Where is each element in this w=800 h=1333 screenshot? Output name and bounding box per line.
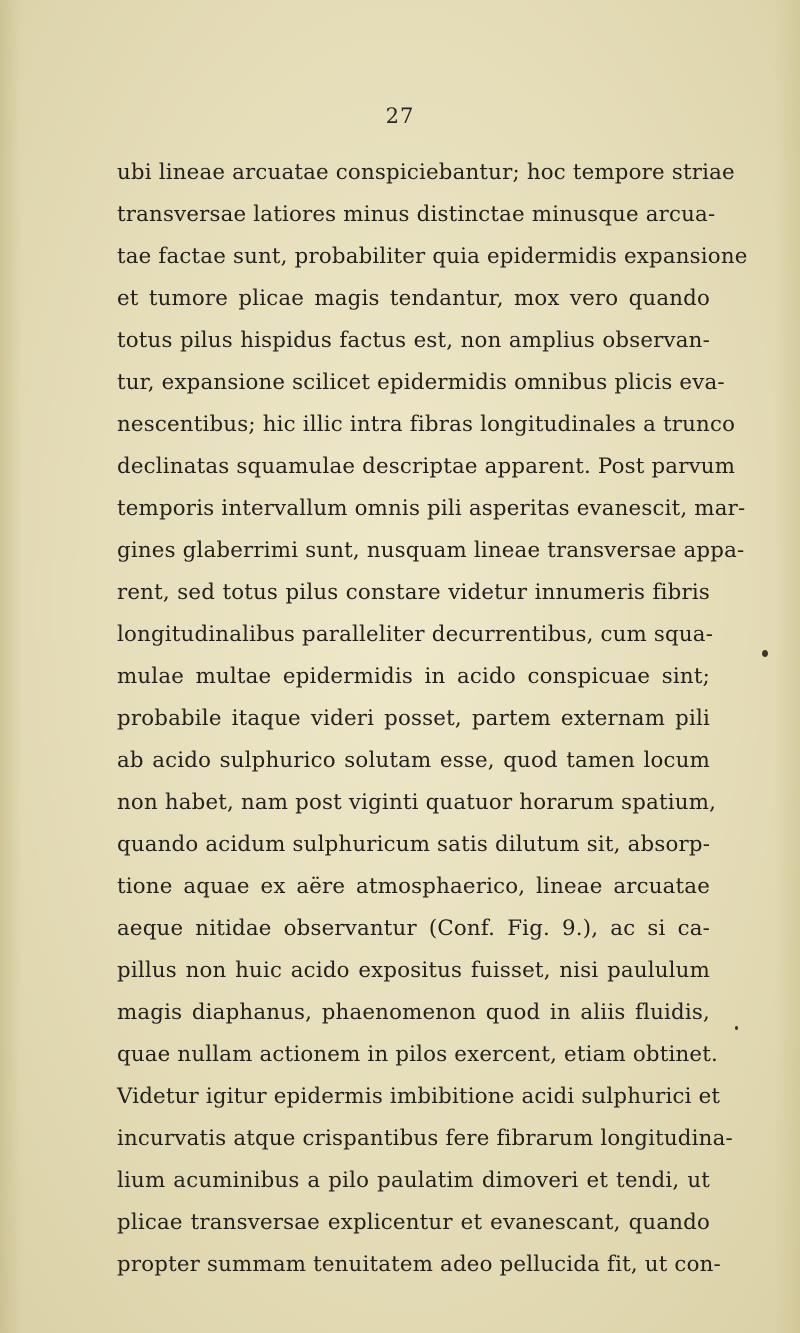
- body-text: [117, 152, 748, 1286]
- ink-speck: [762, 650, 768, 657]
- text-line: transversae latiores minus distinctae minusque arcua-: [117, 202, 716, 227]
- text-line: plicae transversae explicentur et evanescant, quando: [117, 1210, 710, 1235]
- text-line: quae nullam actionem in pilos exercent, etiam obtinet.: [117, 1042, 718, 1067]
- text-line: aeque nitidae observantur (Conf. Fig. 9.), ac si ca-: [117, 916, 710, 941]
- page-edge-shadow-left: [0, 0, 22, 1333]
- text-line: totus pilus hispidus factus est, non amplius observan-: [117, 328, 710, 353]
- text-line: quando acidum sulphuricum satis dilutum sit, absorp-: [117, 832, 711, 857]
- page-number: 27: [385, 104, 415, 128]
- text-line: gines glaberrimi sunt, nusquam lineae transversae appa-: [117, 538, 745, 563]
- text-line: ubi lineae arcuatae conspiciebantur; hoc tempore striae: [117, 160, 735, 185]
- text-line: magis diaphanus, phaenomenon quod in aliis fluidis,: [117, 1000, 710, 1025]
- text-line: nescentibus; hic illic intra fibras longitudinales a trunco: [117, 412, 736, 437]
- ink-speck: [735, 1026, 738, 1030]
- text-line: probabile itaque videri posset, partem externam pili: [117, 706, 710, 731]
- text-line: non habet, nam post viginti quatuor horarum spatium,: [117, 790, 717, 815]
- text-line: rent, sed totus pilus constare videtur innumeris fibris: [117, 580, 710, 605]
- text-line: lium acuminibus a pilo paulatim dimoveri et tendi, ut: [117, 1168, 710, 1193]
- text-line: propter summam tenuitatem adeo pellucida fit, ut con-: [117, 1252, 721, 1277]
- page-edge-shadow-right: [774, 0, 800, 1333]
- text-line: et tumore plicae magis tendantur, mox vero quando: [117, 286, 710, 311]
- text-line: declinatas squamulae descriptae apparent. Post parvum: [117, 454, 736, 479]
- text-line: longitudinalibus paralleliter decurrentibus, cum squa-: [117, 622, 714, 647]
- text-line: mulae multae epidermidis in acido conspicuae sint;: [117, 664, 710, 689]
- text-line: pillus non huic acido expositus fuisset, nisi paululum: [117, 958, 710, 983]
- text-line: temporis intervallum omnis pili asperitas evanescit, mar-: [117, 496, 746, 521]
- text-line: tae factae sunt, probabiliter quia epidermidis expansione: [117, 244, 748, 269]
- text-line: tur, expansione scilicet epidermidis omnibus plicis eva-: [117, 370, 725, 395]
- text-line: Videtur igitur epidermis imbibitione acidi sulphurici et: [117, 1084, 721, 1109]
- text-line: ab acido sulphurico solutam esse, quod tamen locum: [117, 748, 710, 773]
- text-line: tione aquae ex aëre atmosphaerico, lineae arcuatae: [117, 874, 710, 899]
- text-line: incurvatis atque crispantibus fere fibrarum longitudina-: [117, 1126, 733, 1151]
